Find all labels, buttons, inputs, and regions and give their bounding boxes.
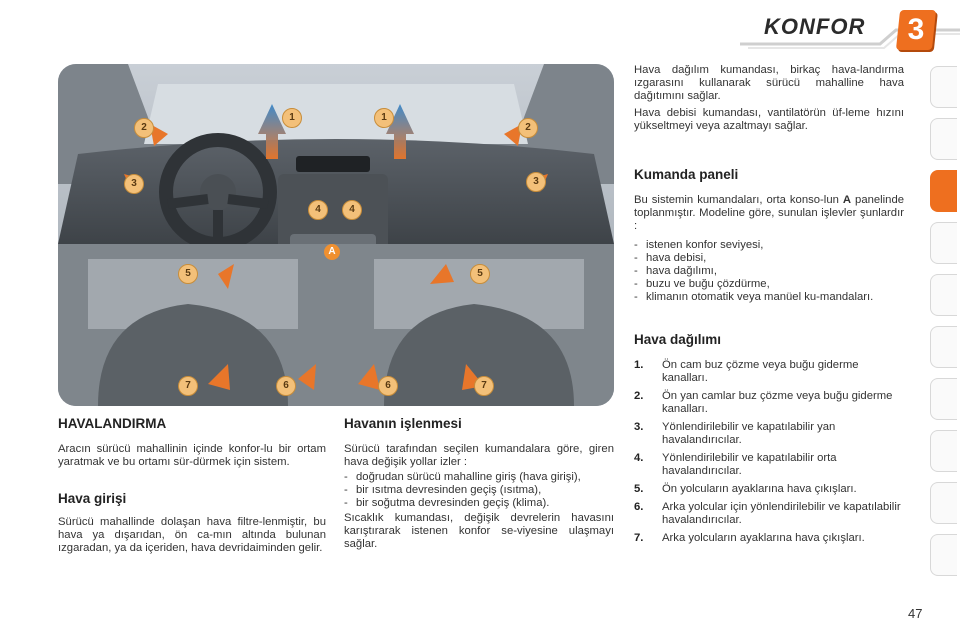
list-item: - klimanın otomatik veya manüel ku-mandaları. xyxy=(634,291,904,304)
list-item: - hava debisi, xyxy=(634,252,904,265)
side-tab xyxy=(930,482,957,524)
page-header xyxy=(0,0,960,58)
marker-2-left: 2 xyxy=(134,118,154,138)
air-treatment-list xyxy=(344,471,614,510)
control-panel-text-pre: Bu sistemin kumandaları, orta konso-lun xyxy=(634,194,839,206)
side-tab xyxy=(930,222,957,264)
control-panel-label-a: A xyxy=(842,194,852,206)
chapter-side-tabs xyxy=(926,66,960,572)
section-title-air-intake: Hava girişi xyxy=(58,491,127,506)
column-ventilation xyxy=(58,416,326,555)
list-item: 1. Ön cam buz çözme veya buğu giderme kanalları. xyxy=(634,359,859,384)
air-distribution-list xyxy=(634,359,904,545)
control-panel-text-post: panelinde toplanmıştır. Modeline göre, sunulan işlevler şunlardır : xyxy=(634,194,905,232)
dashboard-ventilation-illustration xyxy=(58,64,614,406)
side-tab xyxy=(930,66,957,108)
list-item: 2. Ön yan camlar buz çözme veya buğu giderme kanalları. xyxy=(634,390,893,415)
marker-4-right: 4 xyxy=(342,200,362,220)
side-tab-active xyxy=(930,170,957,212)
chapter-title: KONFOR xyxy=(764,14,866,39)
air-intake-text: Sürücü mahallinde dolaşan hava filtre-lenmiştir, bu hava ya dışarıdan, ön ca-mın altında bulunan ızgaradan, ya da içeriden, hava devridaiminden gelir. xyxy=(58,516,326,554)
section-title-air-distribution: Hava dağılımı xyxy=(634,332,722,347)
marker-3-right: 3 xyxy=(526,172,546,192)
marker-panel-a: A xyxy=(324,244,340,260)
control-panel-text xyxy=(634,194,904,233)
section-title-air-treatment: Havanın işlenmesi xyxy=(344,416,462,431)
control-panel-list xyxy=(634,239,904,304)
list-item: 5. Ön yolcuların ayaklarına hava çıkışları. xyxy=(634,483,857,495)
marker-5-left: 5 xyxy=(178,264,198,284)
list-item: - bir soğutma devresinden geçiş (klima). xyxy=(344,497,614,510)
section-title-control-panel: Kumanda paneli xyxy=(634,167,739,182)
side-tab xyxy=(930,274,957,316)
marker-6-right: 6 xyxy=(378,376,398,396)
marker-2-right: 2 xyxy=(518,118,538,138)
side-tab xyxy=(930,534,957,576)
marker-4-left: 4 xyxy=(308,200,328,220)
marker-7-left: 7 xyxy=(178,376,198,396)
column-controls xyxy=(634,64,904,550)
section-title-ventilation: HAVALANDIRMA xyxy=(58,416,167,431)
list-item: - bir ısıtma devresinden geçiş (ısıtma), xyxy=(344,484,614,497)
marker-7-right: 7 xyxy=(474,376,494,396)
side-tab xyxy=(930,378,957,420)
ventilation-intro: Aracın sürücü mahallinin içinde konfor-lu bir ortam yaratmak ve bu ortamı sür-dürmek için sistem. xyxy=(58,443,326,468)
marker-5-right: 5 xyxy=(470,264,490,284)
list-item: - hava dağılımı, xyxy=(634,265,904,278)
air-treatment-intro: Sürücü tarafından seçilen kumandalara göre, giren hava değişik yollar izler : xyxy=(344,443,614,468)
list-item: - buzu ve buğu çözdürme, xyxy=(634,278,904,291)
list-item: 7. Arka yolcuların ayaklarına hava çıkışları. xyxy=(634,532,865,544)
chapter-number: 3 xyxy=(907,13,925,46)
marker-1-left: 1 xyxy=(282,108,302,128)
side-tab xyxy=(930,326,957,368)
list-item: - doğrudan sürücü mahalline giriş (hava girişi), xyxy=(344,471,614,484)
air-treatment-outro: Sıcaklık kumandası, değişik devrelerin havasını karıştırarak istenen konfor se-viyesine ulaşmayı sağlar. xyxy=(344,512,614,550)
list-item: - istenen konfor seviyesi, xyxy=(634,239,904,252)
marker-3-left: 3 xyxy=(124,174,144,194)
side-tab xyxy=(930,430,957,472)
page-number: 47 xyxy=(908,606,923,621)
column-air-treatment xyxy=(344,416,614,551)
dashboard-drawing xyxy=(58,64,614,406)
side-tab xyxy=(930,118,957,160)
list-item: 4. Yönlendirilebilir ve kapatılabilir orta havalandırıcılar. xyxy=(634,452,837,477)
chapter-number-badge xyxy=(896,10,936,50)
list-item: 3. Yönlendirilebilir ve kapatılabilir yan havalandırıcılar. xyxy=(634,421,836,446)
list-item: 6. Arka yolcular için yönlendirilebilir ve kapatılabilir havalandırıcılar. xyxy=(634,501,901,526)
marker-6-left: 6 xyxy=(276,376,296,396)
marker-1-right: 1 xyxy=(374,108,394,128)
flow-control-text: Hava debisi kumandası, vantilatörün üf-leme hızını yükseltmeyi veya azaltmayı sağlar. xyxy=(634,107,904,132)
distribution-control-text: Hava dağılım kumandası, birkaç hava-landırma ızgarasını kullanarak sürücü mahalline hava dağıtımını sağlar. xyxy=(634,64,904,102)
